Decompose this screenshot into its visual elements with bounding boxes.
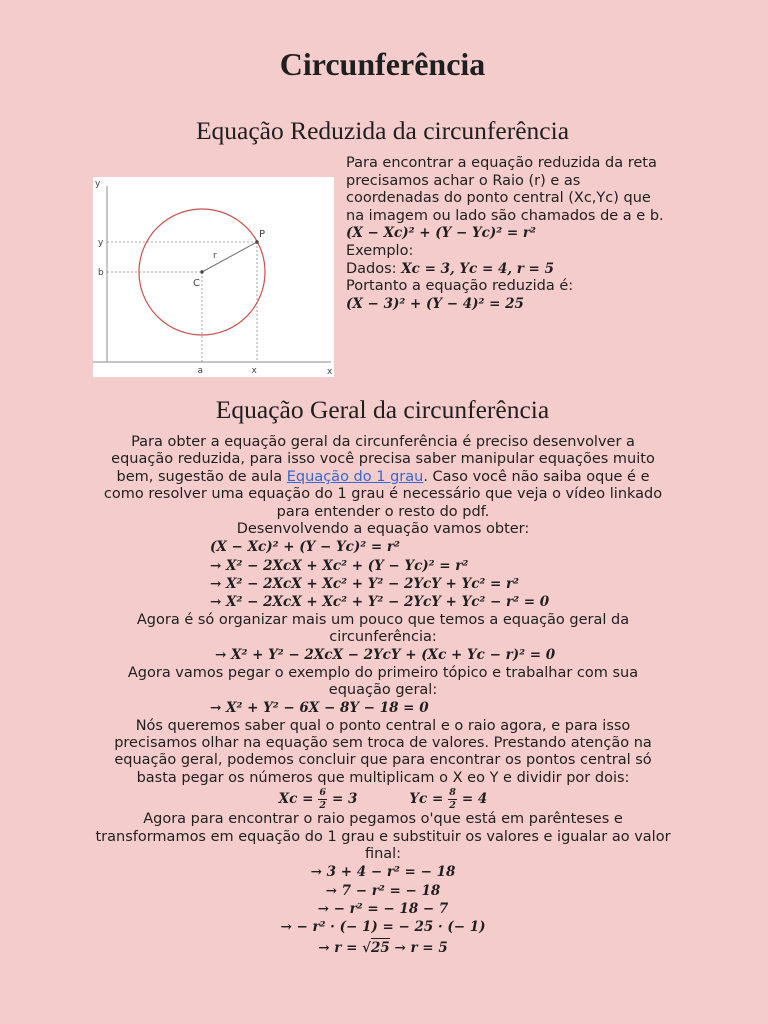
circle-diagram	[93, 177, 334, 377]
section-heading-geral: Equação Geral da circunferência	[215, 395, 550, 424]
text-line: Agora é só organizar mais um pouco que temos a equação geral da	[136, 611, 630, 628]
point-p-label: P	[259, 229, 266, 240]
example-label: Exemplo:	[346, 242, 414, 259]
x-coordinate-label: x	[251, 366, 257, 376]
text-line: basta pegar os números que multiplicam o X eo Y e dividir por dois:	[136, 769, 630, 786]
circle-figure	[93, 177, 334, 377]
fraction-denominator: 2	[319, 799, 327, 811]
geral-section-body	[40, 434, 726, 960]
text-line: para entender o resto do pdf.	[276, 503, 490, 520]
point-p	[255, 240, 258, 243]
reduzida-text-column	[346, 155, 756, 313]
xc-lhs: Xc =	[278, 791, 314, 808]
radius-step-equation: → − r² = − 18 − 7	[317, 901, 449, 918]
square-root-radicand: 25	[370, 939, 390, 956]
text-line: final:	[364, 846, 402, 863]
equacao-1-grau-link[interactable]: Equação do 1 grau	[286, 468, 424, 485]
radius-label: r	[213, 251, 217, 261]
center-point	[200, 270, 203, 273]
development-equation: → X² − 2XcX + Xc² + Y² − 2YcY + Yc² − r² = 0	[210, 594, 550, 611]
text-line: Nós queremos saber qual o ponto central e o raio agora, e para isso	[135, 717, 631, 734]
yc-fraction	[448, 788, 457, 811]
b-coordinate-label: b	[98, 268, 104, 278]
given-data-line	[346, 261, 756, 279]
figure-background	[93, 177, 334, 377]
text-line: equação geral:	[328, 682, 438, 698]
yc-lhs: Yc =	[409, 791, 444, 808]
page-title: Circunferência	[279, 46, 486, 82]
text-line: Agora para encontrar o raio pegamos o'que está em parênteses e	[143, 811, 623, 828]
text-line: transformamos em equação do 1 grau e substituir os valores e igualar ao valor	[95, 828, 671, 845]
center-c-label: C	[193, 278, 200, 289]
given-data-values: Xc = 3, Yc = 4, r = 5	[401, 260, 554, 277]
xc-result: = 3	[332, 791, 358, 808]
text-line: como resolver uma equação do 1 grau é necessário que veja o vídeo linkado	[103, 486, 663, 503]
y-coordinate-label: y	[98, 238, 104, 248]
development-equation: → X² − 2XcX + Xc² + Y² − 2YcY + Yc² = r²	[210, 575, 520, 592]
fraction-numerator: 8	[449, 786, 456, 798]
example-reduced-equation: (X − 3)² + (Y − 4)² = 25	[346, 295, 524, 312]
y-axis-label: y	[95, 179, 101, 189]
x-axis-label: x	[327, 367, 333, 377]
fraction-numerator: 6	[319, 786, 327, 798]
xc-value	[279, 788, 358, 811]
reduced-equation-formula: (X − Xc)² + (Y − Yc)² = r²	[346, 225, 536, 242]
radius-final-after: → r = 5	[389, 939, 448, 956]
given-data-label: Dados:	[346, 260, 397, 277]
text-line: precisamos olhar na equação sem troca de valores. Prestando atenção na	[114, 735, 652, 752]
radius-step-equation: → − r² · (− 1) = − 25 · (− 1)	[280, 919, 486, 936]
section-heading-reduzida: Equação Reduzida da circunferência	[195, 116, 570, 145]
radius-final-equation	[40, 937, 726, 960]
text-line: Para encontrar a equação reduzida da reta	[346, 155, 657, 171]
text-line: precisamos achar o Raio (r) e as	[346, 172, 581, 189]
text-line: equação geral, podemos concluir que para encontrar os pontos central só	[114, 752, 652, 769]
radius-step-equation: → 7 − r² = − 18	[325, 882, 441, 899]
text-line: Agora vamos pegar o exemplo do primeiro tópico e trabalhar com sua	[127, 664, 639, 681]
center-values-line	[40, 787, 726, 811]
text-segment: bem, sugestão de aula	[116, 468, 287, 485]
a-coordinate-label: a	[197, 366, 204, 376]
text-line: circunferência:	[329, 628, 437, 645]
text-line: Para obter a equação geral da circunferência é preciso desenvolver a	[131, 434, 635, 450]
radius-final-before: → r = √	[318, 939, 371, 956]
general-form-equation: → X² + Y² − 2XcX − 2YcY + (Xc + Yc − r)² = 0	[215, 647, 556, 664]
result-label: Portanto a equação reduzida é:	[346, 278, 574, 295]
development-equation: (X − Xc)² + (Y − Yc)² = r²	[210, 539, 400, 556]
fraction-denominator: 2	[449, 799, 456, 811]
text-segment: . Caso você não saiba oque é e	[423, 468, 650, 485]
text-line: Desenvolvendo a equação vamos obter:	[236, 520, 530, 537]
text-line: coordenadas do ponto central (Xc,Yc) que	[346, 190, 651, 207]
text-line: na imagem ou lado são chamados de a e b.	[346, 207, 664, 224]
radius-step-equation: → 3 + 4 − r² = − 18	[310, 864, 456, 881]
development-equation: → X² − 2XcX + Xc² + (Y − Yc)² = r²	[210, 557, 469, 574]
yc-result: = 4	[461, 791, 488, 808]
yc-value	[409, 788, 487, 811]
text-line: equação reduzida, para isso você precisa saber manipular equações muito	[111, 451, 655, 468]
text-line-with-link	[40, 469, 726, 486]
example-general-equation: → X² + Y² − 6X − 8Y − 18 = 0	[210, 700, 429, 717]
xc-fraction	[318, 788, 327, 811]
